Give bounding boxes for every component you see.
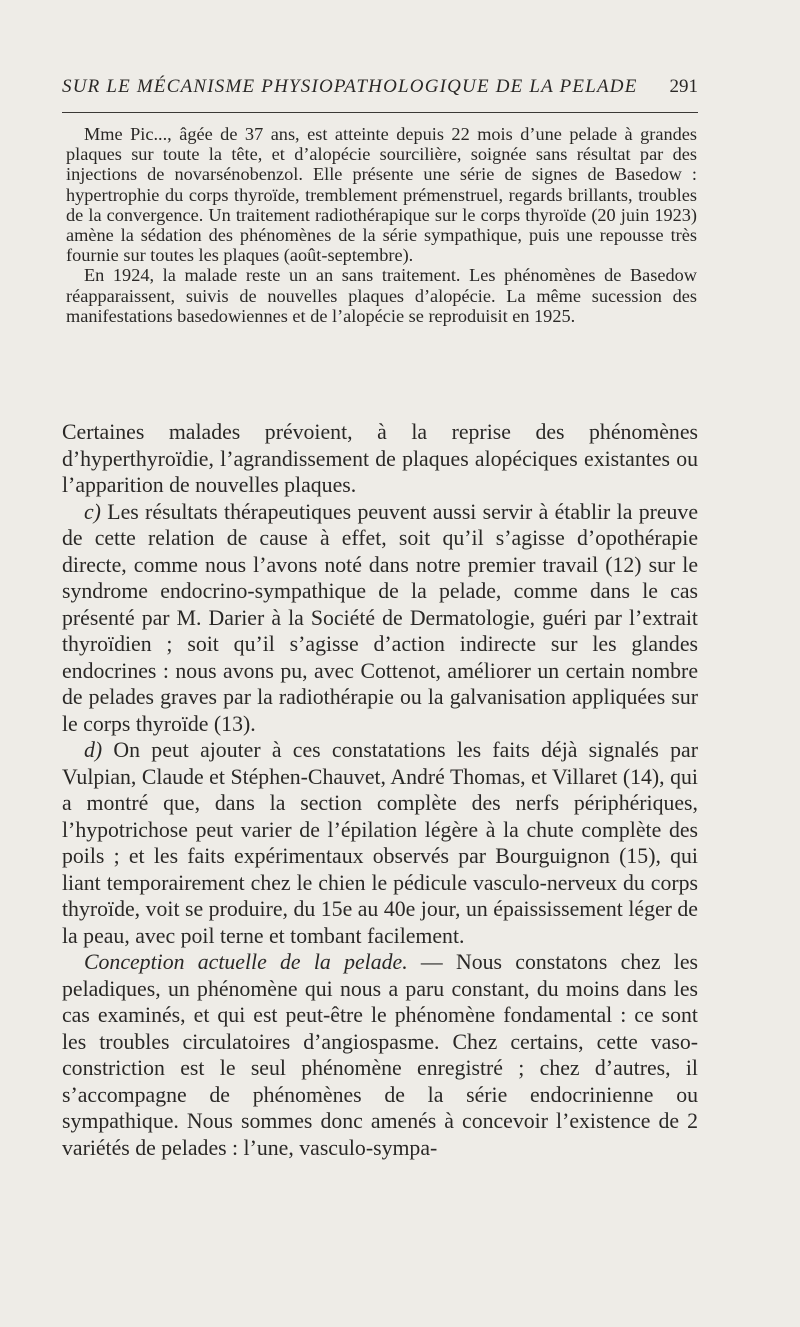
item-label: d) [84,738,103,762]
section-heading: Conception actuelle de la pelade. [84,950,408,974]
case-report-paragraph: Mme Pic..., âgée de 37 ans, est atteinte depuis 22 mois d’une pelade à grandes plaques sur toute la tête, et d’alopécie sourcilière, soignée sans résultat par des injections de novarsénobenzol. Elle présente une série de signes de Basedow : hypertrophie du corps thyroïde, tremblement prémenstruel, regards brillants, troubles de la convergence. Un traitement radiothérapique sur le corps thyroïde (20 juin 1923) amène la sédation des phénomènes de la série sympathique, puis une repousse très fournie sur toutes les plaques (août-septembre). [66,124,697,266]
page-number: 291 [669,76,698,97]
header-rule [62,112,698,113]
paragraph-text: — Nous constatons chez les peladiques, un phénomène qui nous a paru constant, du moins dans les cas examinés, et qui est peut-être le phénomène fondamental : ce sont les troubles circulatoires d’angiospasme. Chez certains, cette vaso-constriction est le seul phénomène enregistré ; chez d’autres, il s’accompagne de phénomènes de la série endocrinienne ou sympathique. Nous sommes donc amenés à concevoir l’existence de 2 variétés de pelades : l’une, vasculo-sympa- [62,950,698,1160]
body-paragraph [62,499,698,738]
page-header [62,76,698,106]
case-report [66,124,697,326]
body-paragraph [62,949,698,1161]
paragraph-text: On peut ajouter à ces constatations les faits déjà signalés par Vulpian, Claude et Stéphen-Chauvet, André Thomas, et Villaret (14), qui a montré que, dans la section complète des nerfs périphériques, l’hypotrichose peut varier de l’épilation légère à la chute complète des poils ; et les faits expérimentaux observés par Bourguignon (15), qui liant temporairement chez le chien le pédicule vasculo-nerveux du corps thyroïde, voit se produire, du 15e au 40e jour, un épaississement léger de la peau, avec poil terne et tombant facilement. [62,738,698,948]
body-paragraph: Certaines malades prévoient, à la reprise des phénomènes d’hyperthyroïdie, l’agrandissement de plaques alopéciques existantes ou l’apparition de nouvelles plaques. [62,420,698,497]
paragraph-text: Les résultats thérapeutiques peuvent aussi servir à établir la preuve de cette relation de cause à effet, soit qu’il s’agisse d’opothérapie directe, comme nous l’avons noté dans notre premier travail (12) sur le syndrome endocrino-sympathique de la pelade, comme dans le cas présenté par M. Darier à la Société de Dermatologie, guéri par l’extrait thyroïdien ; soit qu’il s’agisse d’action indirecte sur les glandes endocrines : nous avons pu, avec Cottenot, améliorer un certain nombre de pelades graves par la radiothérapie ou la galvanisation appliquées sur le corps thyroïde (13). [62,499,698,736]
case-report-paragraph: En 1924, la malade reste un an sans traitement. Les phénomènes de Basedow réapparaissent, suivis de nouvelles plaques d’alopécie. La même sucession des manifestations basedowiennes et de l’alopécie se reproduisit en 1925. [66,265,697,326]
running-title: SUR LE MÉCANISME PHYSIOPATHOLOGIQUE DE LA PELADE [62,76,638,97]
body-paragraph [62,737,698,949]
main-text [62,419,698,1161]
item-label: c) [84,499,101,524]
